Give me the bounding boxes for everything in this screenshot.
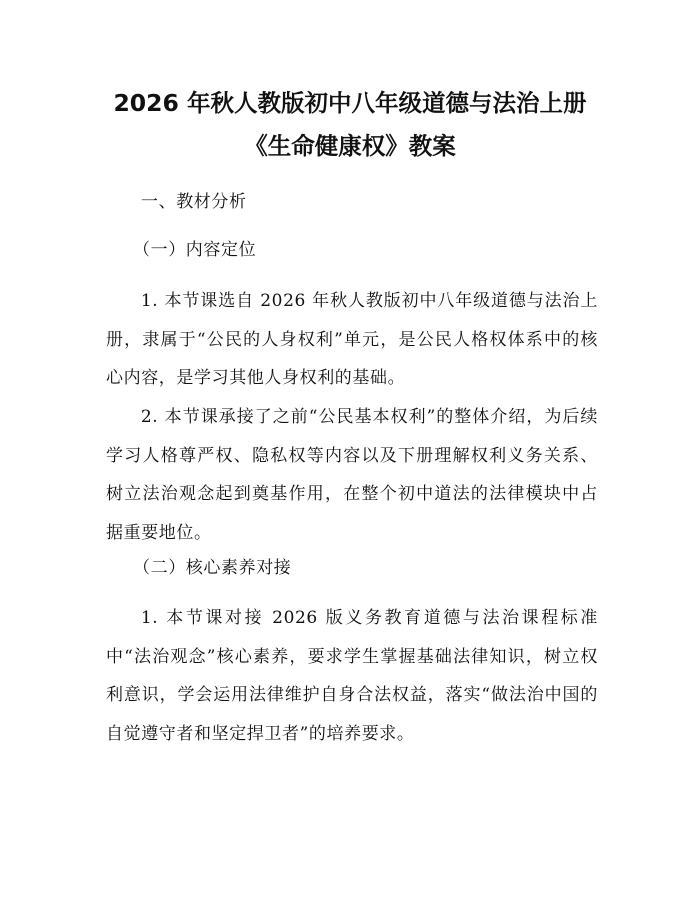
document-title-line-1: 2026 年秋人教版初中八年级道德与法治上册 [113,89,587,117]
paragraph-block-1 [106,282,598,398]
paragraph-content-positioning-1: 1. 本节课选自 2026 年秋人教版初中八年级道德与法治上册，隶属于“公民的人身权利”单元，是公民人格权体系中的核心内容，是学习其他人身权利的基础。 [106,291,598,388]
section-heading-textbook-analysis: 一、教材分析 [141,192,247,212]
document-title-line-2: 《生命健康权》教案 [244,132,456,160]
paragraph-block-2 [106,398,598,552]
subsection-heading-core-literacy: （二）核心素养对接 [133,558,292,578]
paragraph-core-literacy-1: 1. 本节课对接 2026 版义务教育道德与法治课程标准中“法治观念”核心素养，要求学生掌握基础法律知识，树立权利意识，学会运用法律维护自身合法权益，落实“做法治中国的自觉遵守者和坚定捍卫者”的培养要求。 [106,608,598,744]
subsection-heading-content-positioning: （一）内容定位 [133,240,257,260]
paragraph-content-positioning-2: 2. 本节课承接了之前“公民基本权利”的整体介绍，为后续学习人格尊严权、隐私权等内容以及下册理解权利义务关系、树立法治观念起到奠基作用，在整个初中道法的法律模块中占据重要地位。 [106,407,598,543]
paragraph-block-3 [106,599,598,753]
